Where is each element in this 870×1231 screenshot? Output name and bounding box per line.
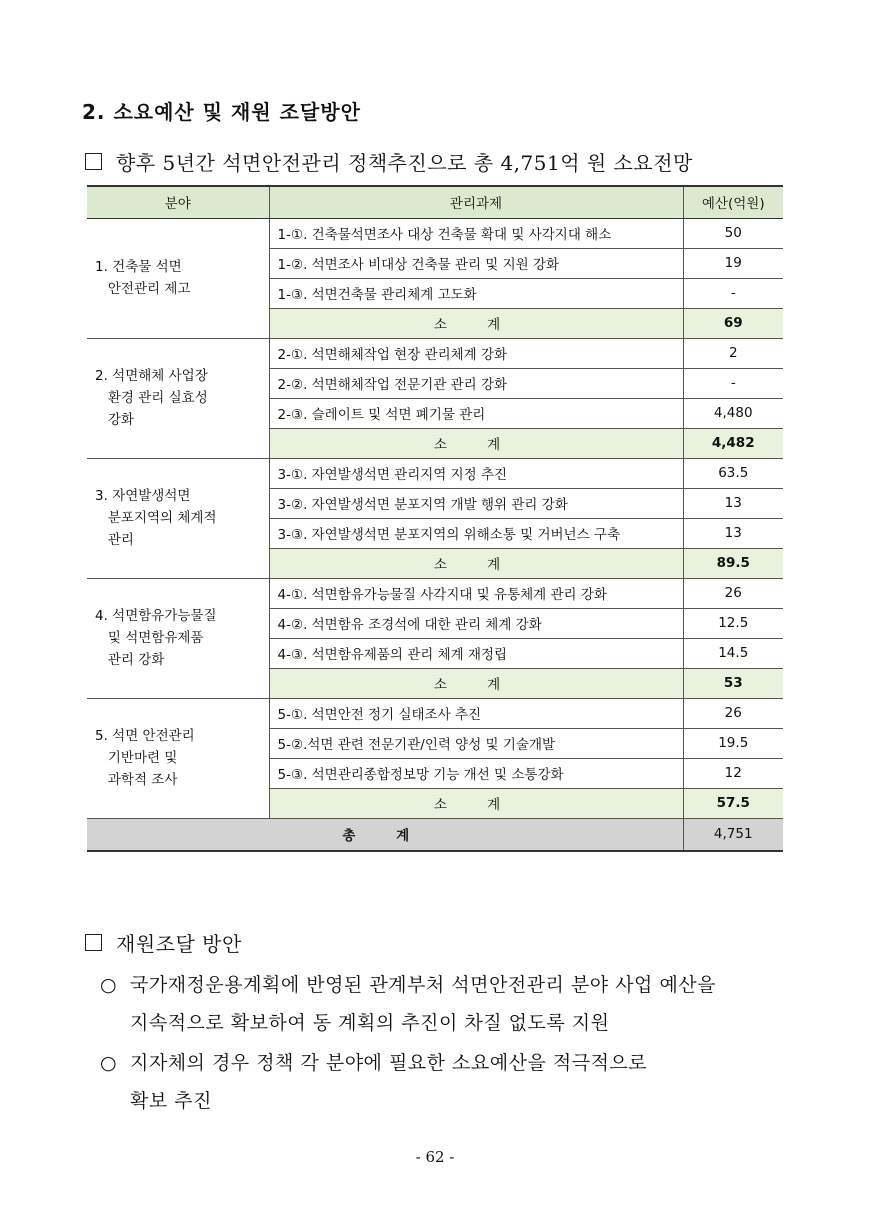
funding-bullet-2 xyxy=(100,1044,800,1120)
funding-heading xyxy=(85,928,242,957)
task-cell: 5-③. 석면관리종합정보망 기능 개선 및 소통강화 xyxy=(269,758,683,788)
task-cell: 1-②. 석면조사 비대상 건축물 관리 및 지원 강화 xyxy=(269,248,683,278)
amount-cell: 63.5 xyxy=(683,458,783,488)
category-cell: 5. 석면 안전관리 기반마련 및 과학적 조사 xyxy=(87,698,269,818)
checkbox-square-icon xyxy=(85,934,102,951)
summary-line xyxy=(85,147,693,176)
header-category: 분야 xyxy=(87,186,269,218)
subtotal-amount: 57.5 xyxy=(683,788,783,818)
task-cell: 3-①. 자연발생석면 관리지역 지정 추진 xyxy=(269,458,683,488)
amount-cell: 12 xyxy=(683,758,783,788)
task-cell: 2-②. 석면해체작업 전문기관 관리 강화 xyxy=(269,368,683,398)
bullet-text-line1: 국가재정운용계획에 반영된 관계부처 석면안전관리 분야 사업 예산을 xyxy=(130,974,717,996)
table-row xyxy=(87,218,783,248)
amount-cell: - xyxy=(683,278,783,308)
task-cell: 2-③. 슬레이트 및 석면 폐기물 관리 xyxy=(269,398,683,428)
task-cell: 3-②. 자연발생석면 분포지역 개발 행위 관리 강화 xyxy=(269,488,683,518)
amount-cell: 12.5 xyxy=(683,608,783,638)
task-cell: 4-①. 석면함유가능물질 사각지대 및 유통체계 관리 강화 xyxy=(269,578,683,608)
circle-bullet-icon: ○ xyxy=(100,1052,118,1074)
table-body xyxy=(87,218,783,851)
table-row xyxy=(87,698,783,728)
subtotal-amount: 4,482 xyxy=(683,428,783,458)
total-row xyxy=(87,818,783,851)
task-cell: 1-③. 석면건축물 관리체계 고도화 xyxy=(269,278,683,308)
table-row xyxy=(87,578,783,608)
amount-cell: 19.5 xyxy=(683,728,783,758)
amount-cell: 26 xyxy=(683,698,783,728)
amount-cell: 13 xyxy=(683,488,783,518)
task-cell: 1-①. 건축물석면조사 대상 건축물 확대 및 사각지대 해소 xyxy=(269,218,683,248)
subtotal-label: 소 계 xyxy=(269,308,683,338)
amount-cell: 2 xyxy=(683,338,783,368)
category-cell: 3. 자연발생석면 분포지역의 체계적 관리 xyxy=(87,458,269,578)
bullet-text-line2: 지속적으로 확보하여 동 계획의 추진이 차질 없도록 지원 xyxy=(130,1012,610,1034)
header-budget: 예산(억원) xyxy=(683,186,783,218)
amount-cell: 19 xyxy=(683,248,783,278)
funding-bullet-1 xyxy=(100,966,800,1042)
circle-bullet-icon: ○ xyxy=(100,974,118,996)
subtotal-label: 소 계 xyxy=(269,788,683,818)
subtotal-amount: 69 xyxy=(683,308,783,338)
subtotal-amount: 53 xyxy=(683,668,783,698)
category-cell: 4. 석면함유가능물질 및 석면함유제품 관리 강화 xyxy=(87,578,269,698)
category-cell: 1. 건축물 석면 안전관리 제고 xyxy=(87,218,269,338)
amount-cell: 4,480 xyxy=(683,398,783,428)
amount-cell: 50 xyxy=(683,218,783,248)
task-cell: 2-①. 석면해체작업 현장 관리체계 강화 xyxy=(269,338,683,368)
budget-table xyxy=(87,185,783,852)
category-cell: 2. 석면해체 사업장 환경 관리 실효성 강화 xyxy=(87,338,269,458)
amount-cell: 26 xyxy=(683,578,783,608)
task-cell: 4-②. 석면함유 조경석에 대한 관리 체계 강화 xyxy=(269,608,683,638)
bullet-text-line2: 확보 추진 xyxy=(130,1090,212,1112)
task-cell: 3-③. 자연발생석면 분포지역의 위해소통 및 거버넌스 구축 xyxy=(269,518,683,548)
amount-cell: - xyxy=(683,368,783,398)
header-task: 관리과제 xyxy=(269,186,683,218)
amount-cell: 14.5 xyxy=(683,638,783,668)
subtotal-amount: 89.5 xyxy=(683,548,783,578)
table-header-row xyxy=(87,186,783,218)
task-cell: 4-③. 석면함유제품의 관리 체계 재정립 xyxy=(269,638,683,668)
subtotal-label: 소 계 xyxy=(269,668,683,698)
task-cell: 5-①. 석면안전 정기 실태조사 추진 xyxy=(269,698,683,728)
summary-text: 향후 5년간 석면안전관리 정책추진으로 총 4,751억 원 소요전망 xyxy=(116,151,693,175)
subtotal-label: 소 계 xyxy=(269,428,683,458)
funding-heading-text: 재원조달 방안 xyxy=(116,932,242,956)
amount-cell: 13 xyxy=(683,518,783,548)
table-row xyxy=(87,458,783,488)
bullet-text-line1: 지자체의 경우 정책 각 분야에 필요한 소요예산을 적극적으로 xyxy=(130,1052,648,1074)
total-label: 총 계 xyxy=(87,818,683,851)
table-row xyxy=(87,338,783,368)
section-title: 2. 소요예산 및 재원 조달방안 xyxy=(82,100,361,124)
checkbox-square-icon xyxy=(85,153,102,170)
page-number: - 62 - xyxy=(415,1148,455,1166)
task-cell: 5-②.석면 관련 전문기관/인력 양성 및 기술개발 xyxy=(269,728,683,758)
total-amount: 4,751 xyxy=(683,818,783,851)
subtotal-label: 소 계 xyxy=(269,548,683,578)
